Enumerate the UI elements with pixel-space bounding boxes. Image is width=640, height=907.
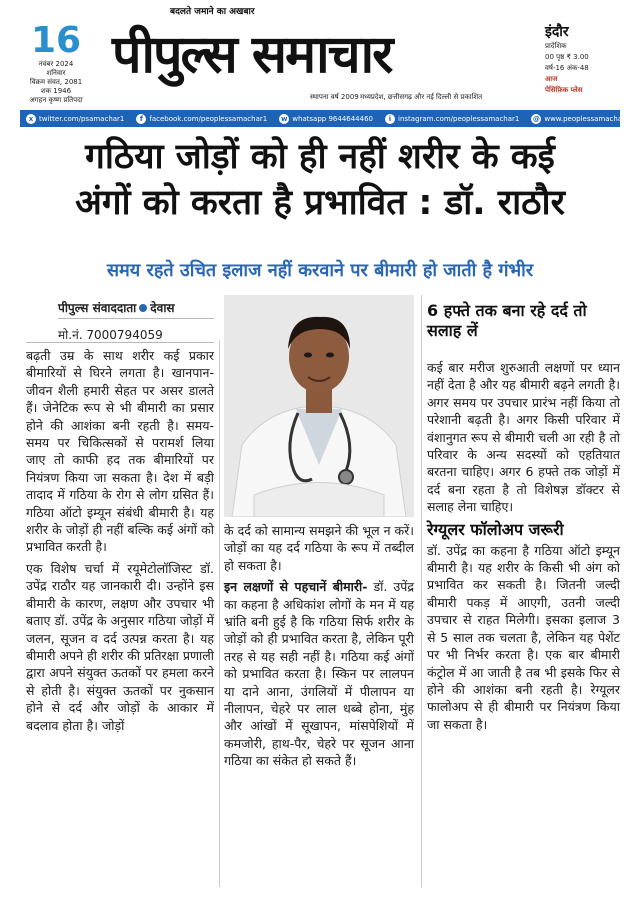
article-column-1 bbox=[26, 347, 214, 882]
social-whatsapp[interactable] bbox=[279, 114, 373, 124]
edition-city: इंदौर bbox=[545, 24, 569, 40]
social-instagram-label: instagram.com/peoplessamachar1 bbox=[398, 114, 520, 123]
established-year: स्थापना वर्ष 2009 bbox=[310, 93, 359, 101]
inline-subhead: इन लक्षणों से पहचानें बीमारी- bbox=[224, 579, 368, 595]
column-rule bbox=[26, 342, 214, 343]
edition-type: प्रादेशिक bbox=[545, 42, 567, 50]
date-box bbox=[26, 22, 86, 105]
date-day: 16 bbox=[30, 20, 82, 61]
headline-line-2: अंगों को करता है प्रभावित : डॉ. राठौर bbox=[75, 183, 565, 223]
doctor-portrait-image bbox=[224, 295, 414, 517]
byline-reporter: पीपुल्स संवाददाता bbox=[58, 301, 137, 315]
edition-box bbox=[545, 22, 625, 96]
masthead bbox=[0, 0, 640, 120]
web-icon: @ bbox=[532, 114, 540, 123]
edition-today: आज bbox=[545, 75, 558, 83]
tagline: बदलते जमाने का अखबार bbox=[170, 7, 255, 17]
column-divider bbox=[219, 340, 220, 887]
date-samvat: विक्रम संवत, 2081 शक 1946 bbox=[29, 78, 83, 95]
whatsapp-icon: w bbox=[280, 114, 288, 123]
edition-extra: पेसिफ़िक प्लेस bbox=[545, 86, 583, 94]
date-month-year: नवंबर 2024 bbox=[38, 60, 74, 68]
side-subhead-1: 6 हफ्ते तक बना रहे दर्द तो सलाह लें bbox=[427, 301, 587, 340]
x-twitter-icon: x bbox=[26, 114, 36, 124]
doctor-photo bbox=[224, 295, 414, 517]
date-weekday: शनिवार bbox=[46, 69, 66, 77]
paragraph: एक विशेष चर्चा में रयूमेटोलॉजिस्ट डॉ. उपेंद्र राठौर यह जानकारी दी। उन्होंने इस बीमारी के कारण, लक्षण और उपचार भी बताए डॉ. उपेंद्र के अनुसार गठिया जोड़ों में जलन, सूजन व दर्द उत्पन्न करता है। यह बीमारी अपने ही शरीर की प्रतिरक्षा प्रणाली द्वारा अपने संयुक्त ऊतकों पर हमला करने से होती है। संयुक्त ऊतकों पर नुकसान होने से दर्द और जोड़ों के आकार में बदलाव होता है। जोड़ों bbox=[26, 560, 214, 733]
instagram-icon: i bbox=[385, 114, 395, 124]
social-instagram[interactable] bbox=[385, 114, 519, 124]
byline-rule bbox=[58, 318, 214, 319]
article-column-3 bbox=[427, 359, 620, 879]
paragraph: के दर्द को सामान्य समझने की भूल न करें। जोड़ों का यह दर्द गठिया के रूप में तब्दील हो सकता है। bbox=[224, 523, 414, 573]
social-website-label: www.peoplessamachar.in bbox=[544, 114, 633, 123]
paragraph: डॉ. उपेंद्र का कहना है गठिया ऑटो इम्यून बीमारी है। यह शरीर के किसी भी अंग को प्रभावित कर सकती है। जितनी जल्दी बीमारी पकड़ में आएगी, उतनी जल्दी उपचार से राहत मिलेगी। इसका इलाज 3 से 5 साल तक चलता है, लेकिन यह पेशेंट पर भी निर्भर करता है। एक बार बीमारी कंट्रोल में आ जाती है तब भी इसके फिर से होने की आशंका बनी रहती है। रेग्यूलर फालोअप से ही बीमारी पर नियंत्रण किया जा सकता है। bbox=[427, 542, 620, 732]
social-links-bar bbox=[20, 110, 633, 127]
headline-line-1: गठिया जोड़ों को ही नहीं शरीर के कई bbox=[85, 137, 555, 177]
social-twitter-label: twitter.com/psamachar1 bbox=[39, 114, 125, 123]
byline bbox=[58, 299, 175, 316]
paragraph-text: डॉ. उपेंद्र का कहना है अधिकांश लोगों के मन में यह भ्रांति बनी हुई है कि गठिया सिर्फ शरीर के जोड़ों को ही प्रभावित करता है, लेकिन पूरी तरह से यह सही नहीं है। गठिया कई अंगों को प्रभावित करता है। स्किन पर लालपन या दाने आना, उंगलियों में पीलापन या नीलापन, चेहरे पर लाल धब्बे होना, मुंह और आंखों में सूखापन, मांसपेशियों में कमजोरी, हाथ-पैर, चेहरे पर सूजन आना गठिया का संकेत हो सकते हैं। bbox=[224, 579, 415, 769]
paragraph: बढ़ती उम्र के साथ शरीर कई प्रकार बीमारियों से घिरने लगता है। खानपान-जीवन शैली हमारी सेहत पर असर डालते हैं। जेनेटिक रूप से भी बीमारी का प्रसार होने की आशंका बनी रहती है। समय-समय पर चिकित्सकों से परामर्श लिया जाए तो काफी हद तक बीमारियों पर नियंत्रण किया जा सकता है। देश में बड़ी तादाद में गठिया के रोग से लोग ग्रसित हैं। गठिया ऑटो इम्यून संबंधी बीमारी है। यह शरीर के जोड़ों ही नहीं बल्कि कई अंगों को प्रभावित करती है। bbox=[26, 348, 214, 555]
newspaper-logo bbox=[112, 24, 532, 94]
facebook-icon: f bbox=[136, 114, 146, 124]
logo-text: पीपुल्स समाचार bbox=[112, 25, 392, 85]
paragraph: कई बार मरीज शुरुआती लक्षणों पर ध्यान नहीं देता है और यह बीमारी बढ़ने लगती है। अगर समय पर उपचार प्रारंभ नहीं किया तो परेशानी बढ़ती है। अगर किसी परिवार में वंशानुगत रूप से बीमारी चली आ रही है तो परिवार के अन्य सदस्यों को एहतियात बरतना चाहिए। अगर 6 हफ्ते तक जोड़ों में दर्द बना रहता है तो विशेषज्ञ डॉक्टर से सलाह लेना चाहिए। bbox=[427, 360, 620, 515]
publication-regions: मध्यप्रदेश, छत्तीसगढ़ और नई दिल्ली से प्रकाशित bbox=[360, 93, 483, 101]
column-divider bbox=[421, 295, 422, 887]
edition-price: 00 पृष्ठ ₹ 3.00 bbox=[545, 53, 589, 61]
social-whatsapp-label: whatsapp 9644644460 bbox=[292, 114, 373, 123]
article-column-2 bbox=[224, 522, 414, 887]
social-facebook-label: facebook.com/peoplessamachar1 bbox=[149, 114, 268, 123]
bullet-dot-icon bbox=[139, 304, 147, 312]
edition-volume: वर्ष-16 अंक-48 bbox=[545, 64, 589, 72]
paragraph-with-inline-head bbox=[224, 578, 414, 769]
article-headline bbox=[20, 134, 620, 226]
social-twitter[interactable] bbox=[26, 114, 124, 124]
byline-mobile: मो.नं. 7000794059 bbox=[58, 328, 163, 342]
social-website[interactable] bbox=[531, 114, 633, 124]
side-subhead-2: रेग्यूलर फॉलोअप जरूरी bbox=[427, 519, 564, 539]
social-facebook[interactable] bbox=[136, 114, 267, 124]
date-paksha: अगहन कृष्ण प्रतिपदा bbox=[29, 96, 83, 104]
article-subheadline: समय रहते उचित इलाज नहीं करवाने पर बीमारी हो जाती है गंभीर bbox=[106, 260, 534, 281]
byline-place: देवास bbox=[150, 301, 175, 315]
